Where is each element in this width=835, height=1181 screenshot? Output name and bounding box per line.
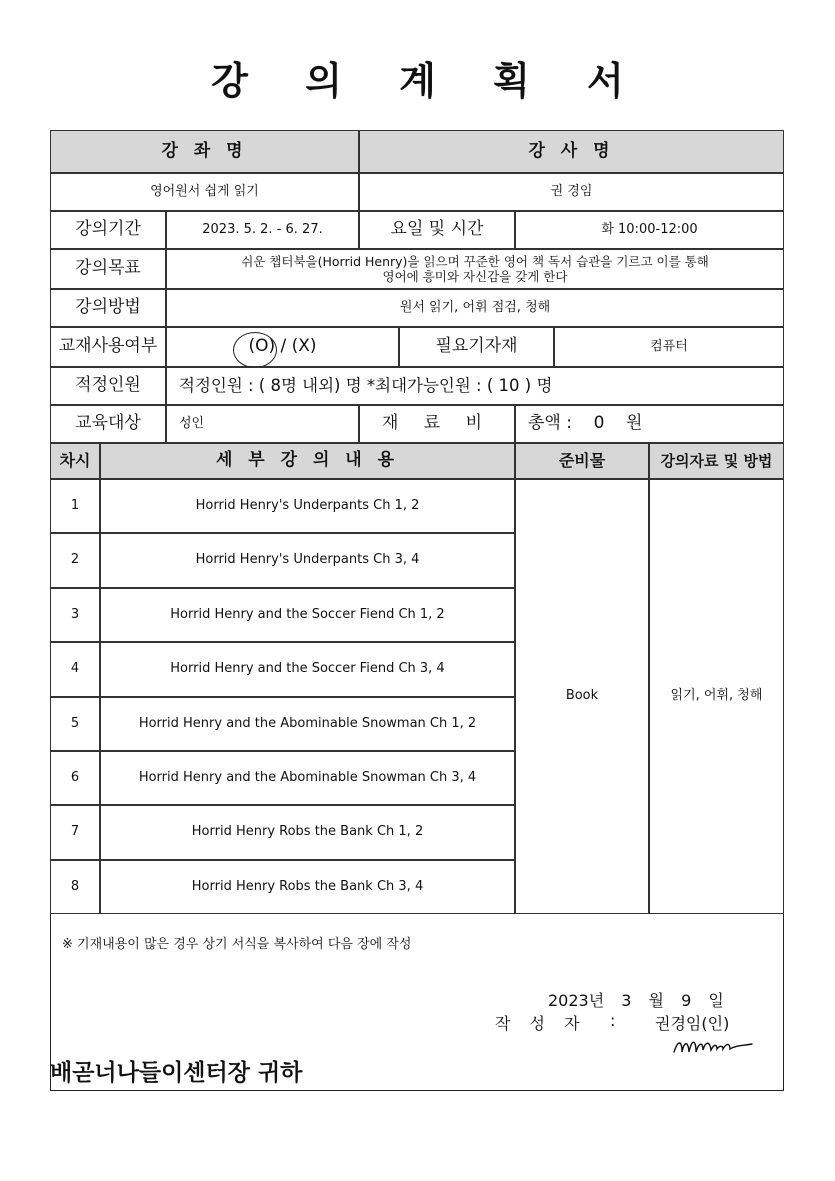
instructor-name-value: 권 경임 xyxy=(359,173,784,211)
textbook-label: 교재사용여부 xyxy=(50,327,166,367)
session-content: Horrid Henry Robs the Bank Ch 3, 4 xyxy=(100,860,515,914)
capacity-value: 적정인원 : ( 8명 내외) 명 *최대가능인원 : ( 10 ) 명 xyxy=(166,367,784,405)
equipment-label: 필요기자재 xyxy=(399,327,554,367)
method-value: 원서 읽기, 어휘 점검, 청해 xyxy=(166,289,784,327)
col-prep-header: 준비물 xyxy=(515,443,649,479)
session-content: Horrid Henry's Underpants Ch 3, 4 xyxy=(100,533,515,588)
recipient-text: 배곧너나들이센터장 귀하 xyxy=(50,1060,303,1086)
session-content: Horrid Henry's Underpants Ch 1, 2 xyxy=(100,479,515,533)
session-content: Horrid Henry Robs the Bank Ch 1, 2 xyxy=(100,805,515,860)
day-time-label: 요일 및 시간 xyxy=(359,211,515,249)
goal-line-2: 영어에 흥미와 자신감을 갖게 한다 xyxy=(382,269,568,284)
author-name: 권경임(인) xyxy=(655,1014,730,1033)
author-label: 작 성 자 xyxy=(495,1014,587,1033)
date-text: 2023년 3 월 9 일 xyxy=(548,991,724,1010)
course-name-value: 영어원서 쉽게 읽기 xyxy=(50,173,359,211)
col-materials-header: 강의자료 및 방법 xyxy=(649,443,784,479)
session-number: 1 xyxy=(50,479,100,533)
session-number: 5 xyxy=(50,697,100,751)
selection-circle xyxy=(233,332,277,368)
note-text: ※ 기재내용이 많은 경우 상기 서식을 복사하여 다음 장에 작성 xyxy=(62,937,412,952)
period-value: 2023. 5. 2. - 6. 27. xyxy=(166,211,359,249)
session-content: Horrid Henry and the Soccer Fiend Ch 3, 4 xyxy=(100,642,515,697)
session-content: Horrid Henry and the Abominable Snowman Ch 3, 4 xyxy=(100,751,515,805)
session-number: 3 xyxy=(50,588,100,642)
session-number: 6 xyxy=(50,751,100,805)
session-number: 4 xyxy=(50,642,100,697)
equipment-value: 컴퓨터 xyxy=(554,327,784,367)
session-content: Horrid Henry and the Soccer Fiend Ch 1, 2 xyxy=(100,588,515,642)
author-colon: : xyxy=(610,1011,616,1030)
session-number: 7 xyxy=(50,805,100,860)
session-number: 8 xyxy=(50,860,100,914)
goal-line-1: 쉬운 챕터북을(Horrid Henry)을 읽으며 꾸준한 영어 책 독서 습관을 기르고 이를 통해 xyxy=(241,254,709,269)
period-label: 강의기간 xyxy=(50,211,166,249)
instructor-header: 강 사 명 xyxy=(359,130,784,173)
signature-image xyxy=(670,1030,755,1060)
fee-value: 총액 : 0 원 xyxy=(515,405,784,443)
target-value: 성인 xyxy=(166,405,359,443)
col-session-header: 차시 xyxy=(50,443,100,479)
target-label: 교육대상 xyxy=(50,405,166,443)
method-label: 강의방법 xyxy=(50,289,166,327)
goal-value xyxy=(166,249,784,289)
col-content-header: 세 부 강 의 내 용 xyxy=(100,443,515,479)
goal-label: 강의목표 xyxy=(50,249,166,289)
materials-value: 읽기, 어휘, 청해 xyxy=(649,479,784,914)
prep-value: Book xyxy=(515,479,649,914)
page-title: 강 의 계 획 서 xyxy=(211,59,646,103)
course-name-header: 강 좌 명 xyxy=(50,130,359,173)
textbook-value: (O) / (X) xyxy=(166,327,399,367)
session-number: 2 xyxy=(50,533,100,588)
day-time-value: 화 10:00-12:00 xyxy=(515,211,784,249)
session-content: Horrid Henry and the Abominable Snowman Ch 1, 2 xyxy=(100,697,515,751)
fee-label: 재 료 비 xyxy=(359,405,515,443)
capacity-label: 적정인원 xyxy=(50,367,166,405)
